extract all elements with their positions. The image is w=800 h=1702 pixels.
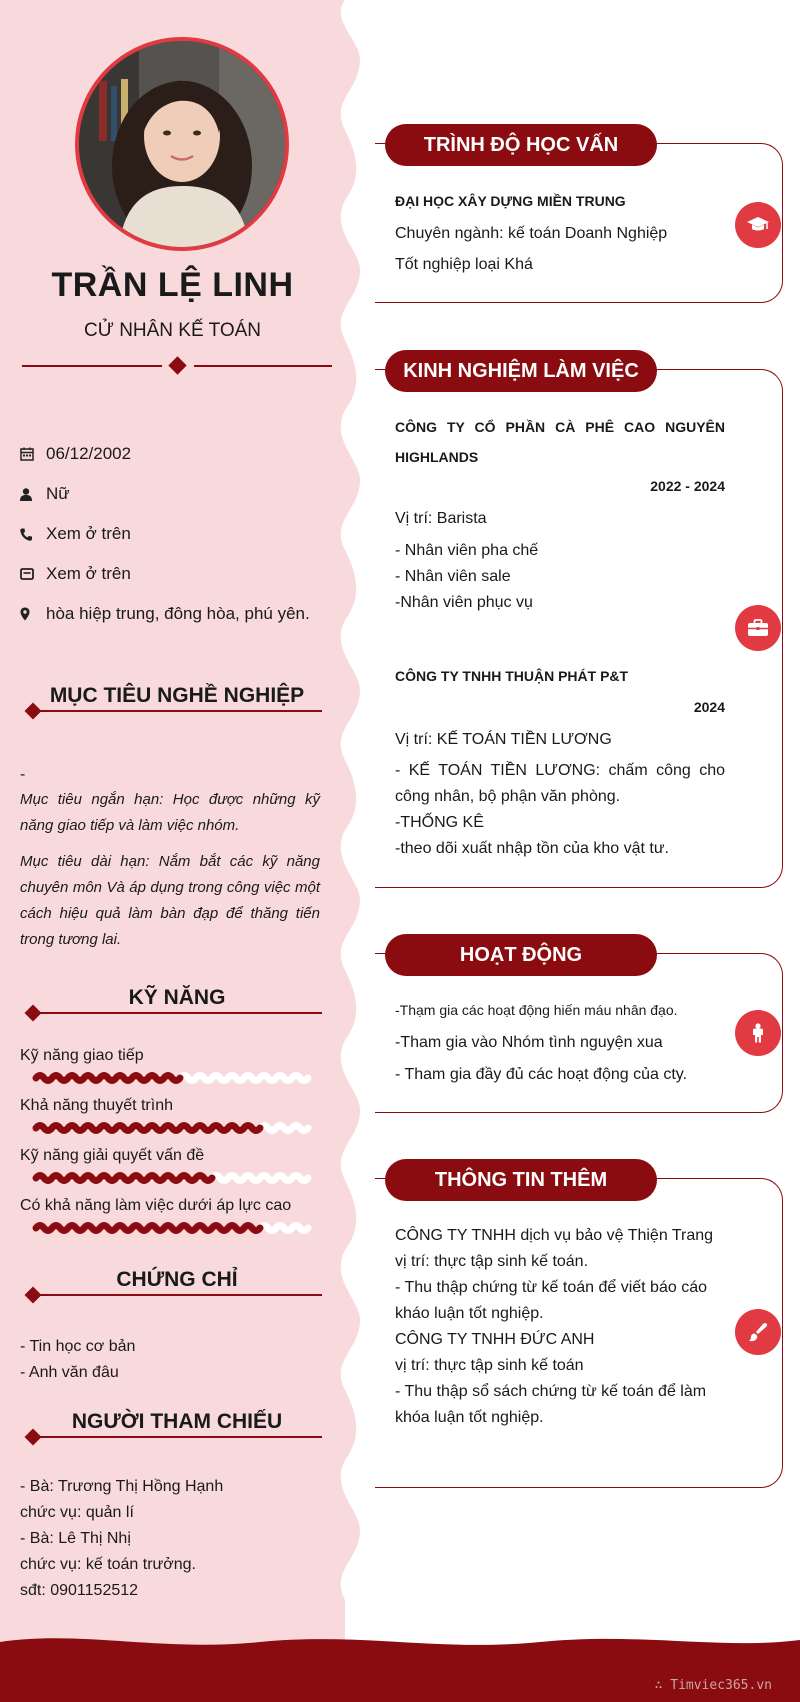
skill-bar-fill [36,1226,260,1231]
objective-short-term: Mục tiêu ngắn hạn: Học được những kỹ năng giao tiếp và làm việc nhóm. [20,791,320,834]
list-item: -Nhân viên phục vụ [395,594,533,611]
email-icon [20,568,34,580]
skills-heading: KỸ NĂNG [22,986,322,1020]
briefcase-icon [747,619,769,637]
candidate-name: TRẦN LỆ LINH [51,266,294,304]
objective-dash: - [20,766,26,783]
location-icon [20,607,30,621]
experience-bubble [735,605,781,651]
activities-heading: HOẠT ĐỘNG [385,934,657,976]
skill-bar-fill [36,1076,180,1081]
calendar-icon [20,447,34,461]
contact-address: hòa hiệp trung, đông hòa, phú yên. [20,602,310,626]
avatar [75,37,289,251]
additional-heading: THÔNG TIN THÊM [385,1159,657,1201]
list-item: - Tin học cơ bản [20,1338,136,1355]
list-item: - Anh văn đâu [20,1364,119,1381]
skill-level-bar [20,1072,325,1084]
activity-item-3: - Tham gia đầy đủ các hoạt động của cty. [395,1066,688,1083]
list-item: - Bà: Trương Thị Hồng Hạnh [20,1478,224,1495]
skill-label: Kỹ năng giao tiếp [20,1047,144,1064]
list-item: -theo dõi xuất nhập tồn của kho vật tư. [395,840,669,857]
skill-item [20,1194,320,1234]
education-school: ĐẠI HỌC XÂY DỰNG MIỀN TRUNG [395,193,626,209]
activity-item-2: -Tham gia vào Nhóm tình nguyện xua [395,1034,663,1051]
objective-heading: MỤC TIÊU NGHỀ NGHIỆP [22,684,322,718]
list-item: chức vụ: quản lí [20,1504,134,1521]
skill-item [20,1094,320,1134]
contact-email: Xem ở trên [20,562,131,586]
list-item: CÔNG TY TNHH dịch vụ bảo vệ Thiện Trang [395,1227,714,1244]
job-2-period: 2024 [693,699,725,715]
additional-bubble [735,1309,781,1355]
list-item: sđt: 0901152512 [20,1582,139,1599]
list-item: - Thu thập sổ sách chứng từ kế toán để làm khóa luận tốt nghiệp. [395,1383,707,1426]
avatar-photo [79,41,285,247]
list-item: - Nhân viên pha chế [395,542,539,559]
person-icon [751,1023,765,1043]
job-2-position: Vị trí: KẾ TOÁN TIỀN LƯƠNG [395,731,612,748]
skill-label: Có khả năng làm việc dưới áp lực cao [20,1197,292,1214]
skill-level-bar [20,1222,325,1234]
list-item: -THỐNG KÊ [395,814,484,831]
job-1-duties [395,538,725,616]
list-item: - Bà: Lê Thị Nhị [20,1530,131,1547]
list-item: vị trí: thực tập sinh kế toán. [395,1253,589,1270]
job-2-company: CÔNG TY TNHH THUẬN PHÁT P&T [395,668,629,684]
skill-bar-fill [36,1176,212,1181]
list-item: CÔNG TY TNHH ĐỨC ANH [395,1331,595,1348]
list-item: - Nhân viên sale [395,568,511,585]
contact-phone: Xem ở trên [20,522,131,546]
activities-bubble [735,1010,781,1056]
job-1-company: CÔNG TY CỔ PHẦN CÀ PHÊ CAO NGUYÊN HIGHLANDS [395,419,725,465]
list-item: - Thu thập chứng từ kế toán để viết báo cáo kháo luận tốt nghiệp. [395,1279,707,1322]
certificates-list [20,1334,320,1386]
activity-item-1: -Thạm gia các hoạt động hiến máu nhân đạo. [395,1002,678,1018]
skill-bar-fill [36,1126,260,1131]
education-major: Chuyên ngành: kế toán Doanh Nghiệp [395,225,668,242]
education-heading: TRÌNH ĐỘ HỌC VẤN [385,124,657,166]
additional-text [395,1223,725,1431]
job-1-period: 2022 - 2024 [650,478,725,494]
references-list [20,1474,320,1604]
skill-level-bar [20,1122,325,1134]
skill-label: Kỹ năng giải quyết vấn đề [20,1147,205,1164]
objective-long-term: Mục tiêu dài hạn: Nắm bắt các kỹ năng chuyên môn Và áp dụng trong công việc một cách hiệu quả làm bàn đạp để thăng tiến trong tương lai. [20,853,320,948]
title-divider [22,358,332,374]
user-icon [20,488,32,501]
list-item: - KẾ TOÁN TIỀN LƯƠNG: chấm công cho công nhân, bộ phận văn phòng. [395,762,725,805]
references-heading: NGƯỜI THAM CHIẾU [22,1410,322,1444]
job-1-position: Vị trí: Barista [395,510,487,527]
skill-level-bar [20,1172,325,1184]
graduation-cap-icon [746,216,770,234]
contact-gender: Nữ [20,482,70,506]
education-bubble [735,202,781,248]
contact-birthday: 06/12/2002 [20,442,131,466]
skill-item [20,1044,320,1084]
phone-icon [20,528,32,541]
job-2-duties [395,758,725,862]
paintbrush-icon [748,1322,768,1342]
skill-item [20,1144,320,1184]
certificates-heading: CHỨNG CHỈ [22,1268,322,1302]
skill-label: Khả năng thuyết trình [20,1097,173,1114]
education-grade: Tốt nghiệp loại Khá [395,256,533,273]
experience-heading: KINH NGHIỆM LÀM VIỆC [385,350,657,392]
brand-watermark: ∴ Timviec365.vn [654,1678,772,1693]
list-item: vị trí: thực tập sinh kế toán [395,1357,584,1374]
candidate-title: CỬ NHÂN KẾ TOÁN [83,320,262,341]
list-item: chức vụ: kế toán trưởng. [20,1556,196,1573]
